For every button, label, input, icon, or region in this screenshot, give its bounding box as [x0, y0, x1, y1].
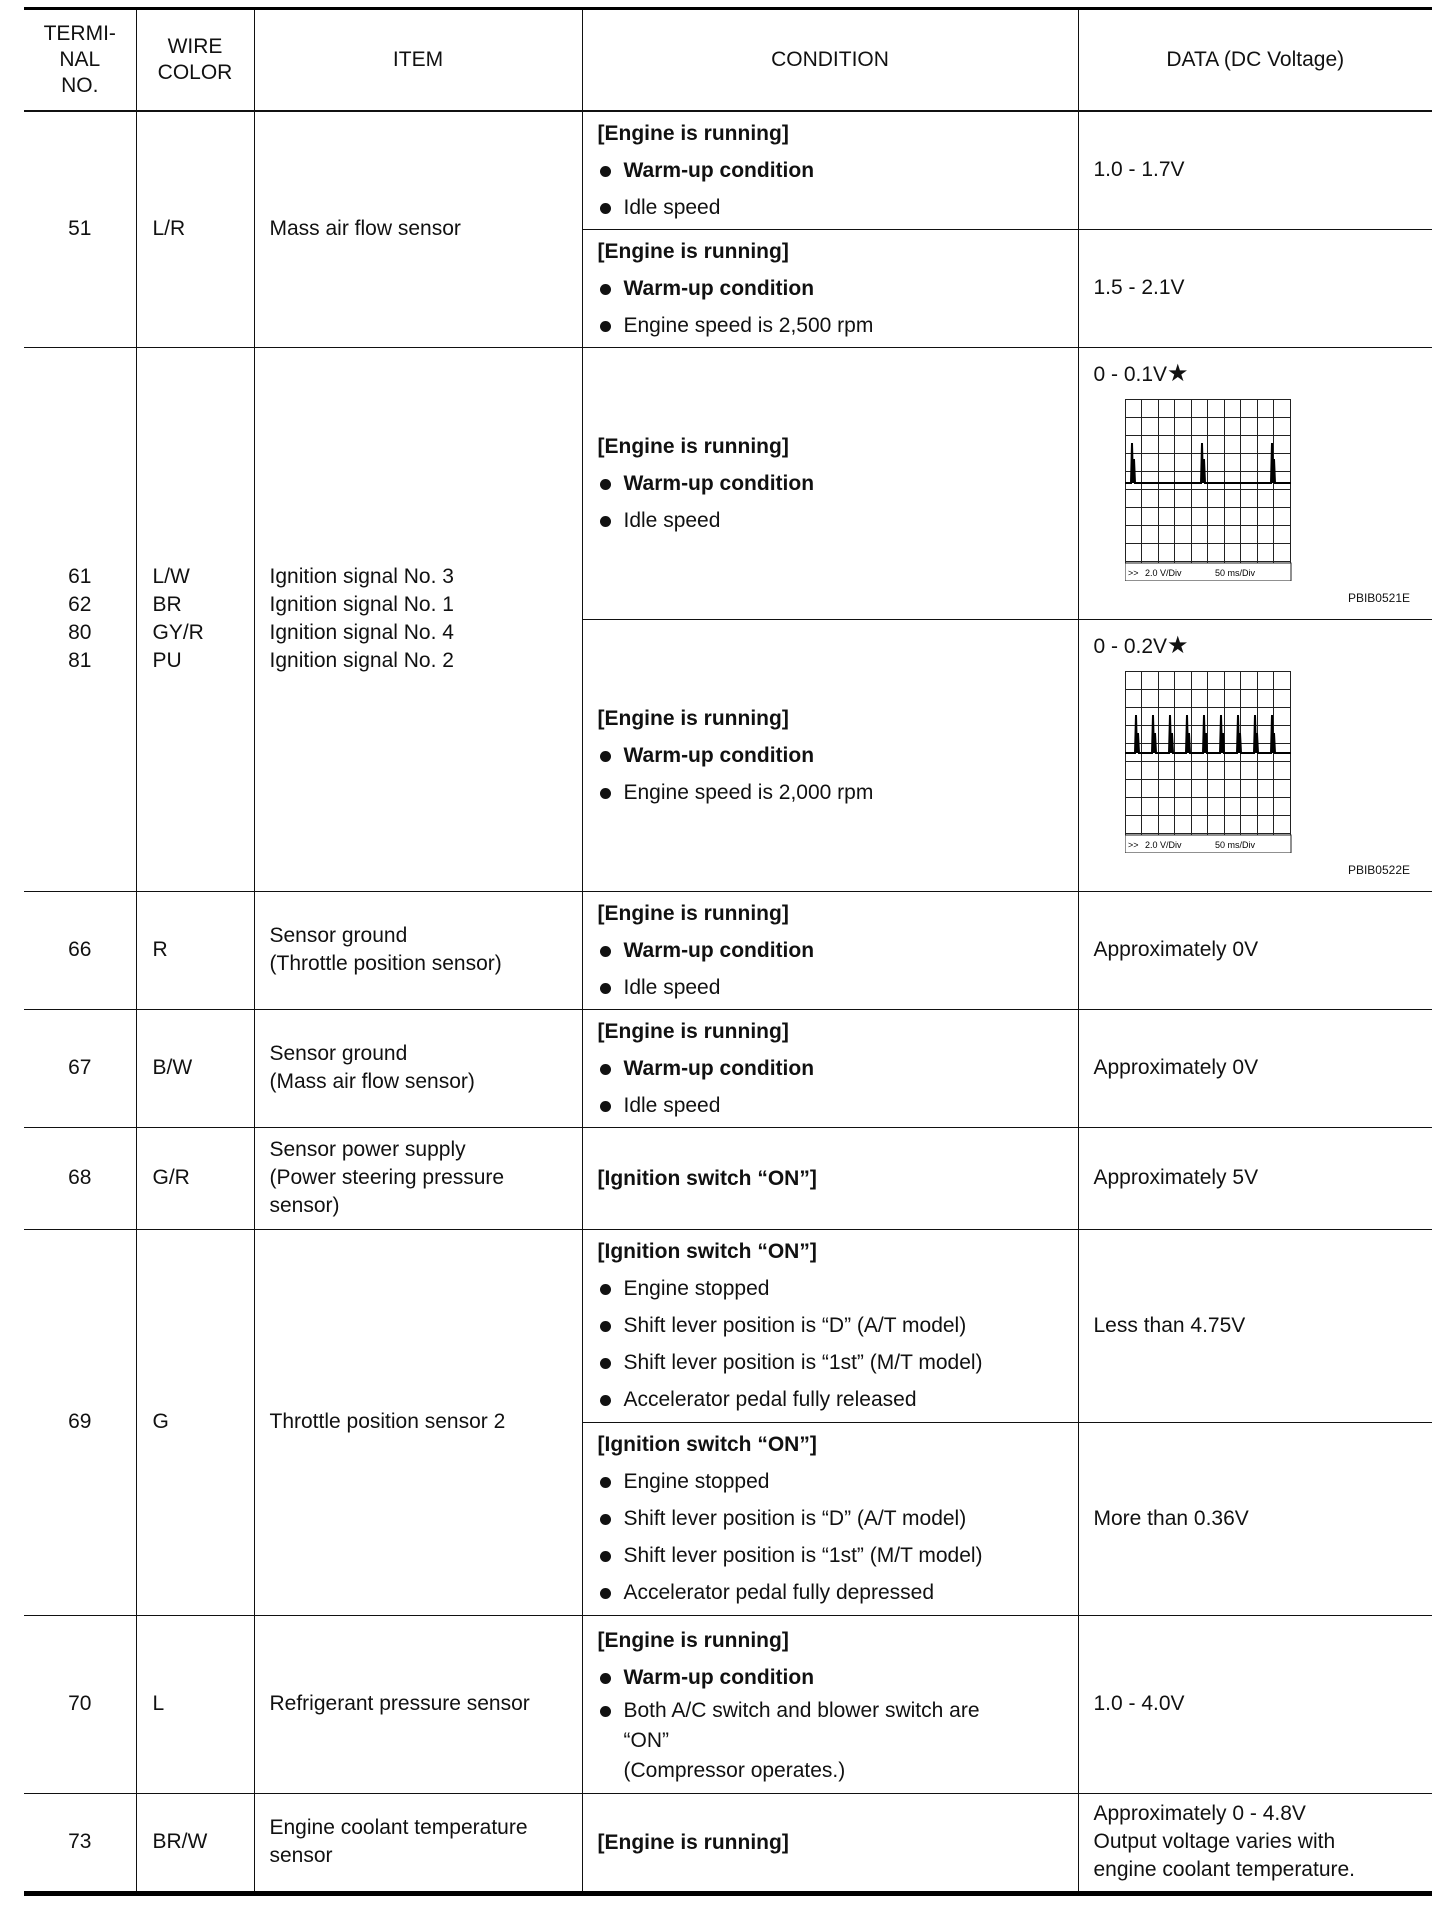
ecm-terminal-table	[24, 7, 1432, 1896]
terminal-no: 70	[24, 1615, 136, 1793]
condition-header: [Engine is running]	[597, 901, 789, 925]
condition-header: [Ignition switch “ON”]	[597, 1433, 817, 1456]
condition	[582, 1229, 1078, 1422]
data-value-line: Output voltage varies with	[1093, 1830, 1336, 1853]
header-terminal-line: NO.	[61, 74, 99, 97]
item-line: Ignition signal No. 3	[269, 565, 454, 588]
condition-header: [Engine is running]	[597, 1830, 789, 1854]
condition-bullet: Shift lever position is “1st” (M/T model)	[598, 1344, 1070, 1381]
wire-color-line: PU	[152, 649, 182, 672]
wire-color: L/R	[136, 111, 254, 347]
svg-text:>>: >>	[1127, 568, 1139, 578]
item-line: Sensor ground	[269, 924, 408, 947]
condition-header: [Engine is running]	[597, 1629, 789, 1652]
table-row	[24, 891, 1432, 1009]
data-value-text: 0 - 0.2V	[1093, 635, 1168, 658]
item	[254, 1793, 582, 1893]
condition-header: [Ignition switch “ON”]	[597, 1240, 817, 1263]
table-row	[24, 1009, 1432, 1127]
terminal-no-line: 62	[68, 593, 92, 616]
header-item: ITEM	[254, 9, 582, 112]
condition-bullet: Warm-up condition	[598, 737, 1070, 774]
header-condition: CONDITION	[582, 9, 1078, 112]
item-line: Ignition signal No. 4	[269, 621, 454, 644]
condition-bullet-line: “ON”	[623, 1729, 669, 1752]
condition-bullet: Shift lever position is “D” (A/T model)	[598, 1500, 1070, 1537]
svg-text:>>: >>	[1127, 840, 1139, 850]
item-line: (Power steering pressure	[269, 1166, 505, 1189]
condition-bullet: Shift lever position is “D” (A/T model)	[598, 1307, 1070, 1344]
item-line: sensor)	[269, 1194, 340, 1217]
oscilloscope-waveform	[1125, 399, 1293, 581]
wire-color: B/W	[136, 1009, 254, 1127]
scope-time-label: 50 ms/Div	[1214, 568, 1255, 578]
condition	[582, 111, 1078, 229]
condition	[582, 1793, 1078, 1893]
condition	[582, 1422, 1078, 1615]
header-wire-color	[136, 9, 254, 112]
star-icon: ★	[1167, 360, 1189, 387]
wire-color: L	[136, 1615, 254, 1793]
condition-bullet: Shift lever position is “1st” (M/T model)	[598, 1537, 1070, 1574]
wire-color-line: L/W	[152, 565, 190, 588]
terminal-no: 67	[24, 1009, 136, 1127]
condition-bullet: Idle speed	[598, 969, 1070, 1006]
item: Refrigerant pressure sensor	[254, 1615, 582, 1793]
terminal-no: 73	[24, 1793, 136, 1893]
condition-header: [Ignition switch “ON”]	[597, 1166, 817, 1190]
condition-bullet: Warm-up condition	[598, 465, 1070, 502]
star-icon: ★	[1167, 632, 1189, 659]
terminal-no-line: 81	[68, 649, 92, 672]
data-value: 1.5 - 2.1V	[1078, 229, 1432, 347]
figure-code: PBIB0522E	[1347, 863, 1410, 877]
condition-header: [Engine is running]	[597, 121, 789, 145]
data-value	[1094, 359, 1189, 388]
data-value: 1.0 - 4.0V	[1078, 1615, 1432, 1793]
terminal-no	[24, 347, 136, 891]
condition-bullet: Engine speed is 2,000 rpm	[598, 774, 1070, 811]
condition-bullet: Idle speed	[598, 502, 1070, 539]
wire-color: G	[136, 1229, 254, 1615]
data-value	[1094, 631, 1189, 660]
wire-color: BR/W	[136, 1793, 254, 1893]
condition-bullet: Engine speed is 2,500 rpm	[598, 307, 1070, 344]
data-value: 1.0 - 1.7V	[1078, 111, 1432, 229]
condition-bullet: Warm-up condition	[598, 1659, 1070, 1696]
table-header-row	[24, 9, 1432, 112]
terminal-no: 66	[24, 891, 136, 1009]
condition	[582, 1615, 1078, 1793]
condition-bullet: Engine stopped	[598, 1270, 1070, 1307]
data-value	[1078, 1793, 1432, 1893]
item	[254, 1127, 582, 1229]
header-terminal-line: TERMI-	[43, 22, 116, 45]
data-value: Approximately 0V	[1078, 891, 1432, 1009]
condition-bullet: Warm-up condition	[598, 1050, 1070, 1087]
terminal-no-line: 61	[68, 565, 92, 588]
condition-bullet-line: (Compressor operates.)	[623, 1759, 846, 1782]
wire-color: R	[136, 891, 254, 1009]
data-value: Less than 4.75V	[1078, 1229, 1432, 1422]
condition	[582, 347, 1078, 619]
scope-scale-label: 2.0 V/Div	[1144, 840, 1182, 850]
condition	[582, 1009, 1078, 1127]
wire-color	[136, 347, 254, 891]
condition-header: [Engine is running]	[597, 434, 789, 458]
item: Mass air flow sensor	[254, 111, 582, 347]
table-row	[24, 1615, 1432, 1793]
item	[254, 1009, 582, 1127]
condition-bullet: Accelerator pedal fully depressed	[598, 1574, 1070, 1611]
table-row	[24, 347, 1432, 619]
item: Throttle position sensor 2	[254, 1229, 582, 1615]
condition-header: [Engine is running]	[597, 239, 789, 263]
scope-scale-label: 2.0 V/Div	[1144, 568, 1182, 578]
item-line: (Throttle position sensor)	[269, 952, 502, 975]
terminal-no: 51	[24, 111, 136, 347]
data-waveform-cell	[1078, 347, 1432, 619]
item-line: Sensor power supply	[269, 1138, 466, 1161]
header-terminal-no	[24, 9, 136, 112]
data-value: More than 0.36V	[1078, 1422, 1432, 1615]
condition-bullet	[598, 1696, 1070, 1786]
oscilloscope-waveform	[1125, 671, 1293, 853]
header-wire-line: COLOR	[157, 61, 233, 84]
item-line: (Mass air flow sensor)	[269, 1070, 475, 1093]
condition-header: [Engine is running]	[597, 1019, 789, 1043]
item-line: Ignition signal No. 2	[269, 649, 454, 672]
data-value-text: 0 - 0.1V	[1093, 363, 1168, 386]
condition	[582, 1127, 1078, 1229]
item	[254, 347, 582, 891]
data-waveform-cell	[1078, 619, 1432, 891]
wire-color-line: BR	[152, 593, 182, 616]
wire-color-line: GY/R	[152, 621, 204, 644]
item-line: Sensor ground	[269, 1042, 408, 1065]
scope-time-label: 50 ms/Div	[1214, 840, 1255, 850]
table-row	[24, 1229, 1432, 1422]
condition-bullet: Warm-up condition	[598, 932, 1070, 969]
condition-bullet: Warm-up condition	[598, 152, 1070, 189]
header-wire-line: WIRE	[167, 35, 223, 58]
item-line: Ignition signal No. 1	[269, 593, 454, 616]
data-value: Approximately 0V	[1078, 1009, 1432, 1127]
data-value-line: engine coolant temperature.	[1093, 1858, 1356, 1881]
condition	[582, 229, 1078, 347]
condition-header: [Engine is running]	[597, 706, 789, 730]
condition	[582, 891, 1078, 1009]
condition-bullet: Idle speed	[598, 189, 1070, 226]
header-terminal-line: NAL	[59, 48, 101, 71]
condition	[582, 619, 1078, 891]
terminal-no: 69	[24, 1229, 136, 1615]
condition-bullet: Accelerator pedal fully released	[598, 1381, 1070, 1418]
terminal-no: 68	[24, 1127, 136, 1229]
table-row	[24, 1793, 1432, 1893]
condition-bullet-line: Both A/C switch and blower switch are	[623, 1699, 980, 1722]
item	[254, 891, 582, 1009]
table-row	[24, 1127, 1432, 1229]
data-value-line: Approximately 0 - 4.8V	[1093, 1802, 1306, 1825]
header-data: DATA (DC Voltage)	[1078, 9, 1432, 112]
figure-code: PBIB0521E	[1347, 591, 1410, 605]
wire-color: G/R	[136, 1127, 254, 1229]
item-line: sensor	[269, 1844, 333, 1867]
table-row	[24, 111, 1432, 229]
data-value: Approximately 5V	[1078, 1127, 1432, 1229]
item-line: Engine coolant temperature	[269, 1816, 528, 1839]
condition-bullet: Engine stopped	[598, 1463, 1070, 1500]
terminal-no-line: 80	[68, 621, 92, 644]
condition-bullet: Idle speed	[598, 1087, 1070, 1124]
condition-bullet: Warm-up condition	[598, 270, 1070, 307]
